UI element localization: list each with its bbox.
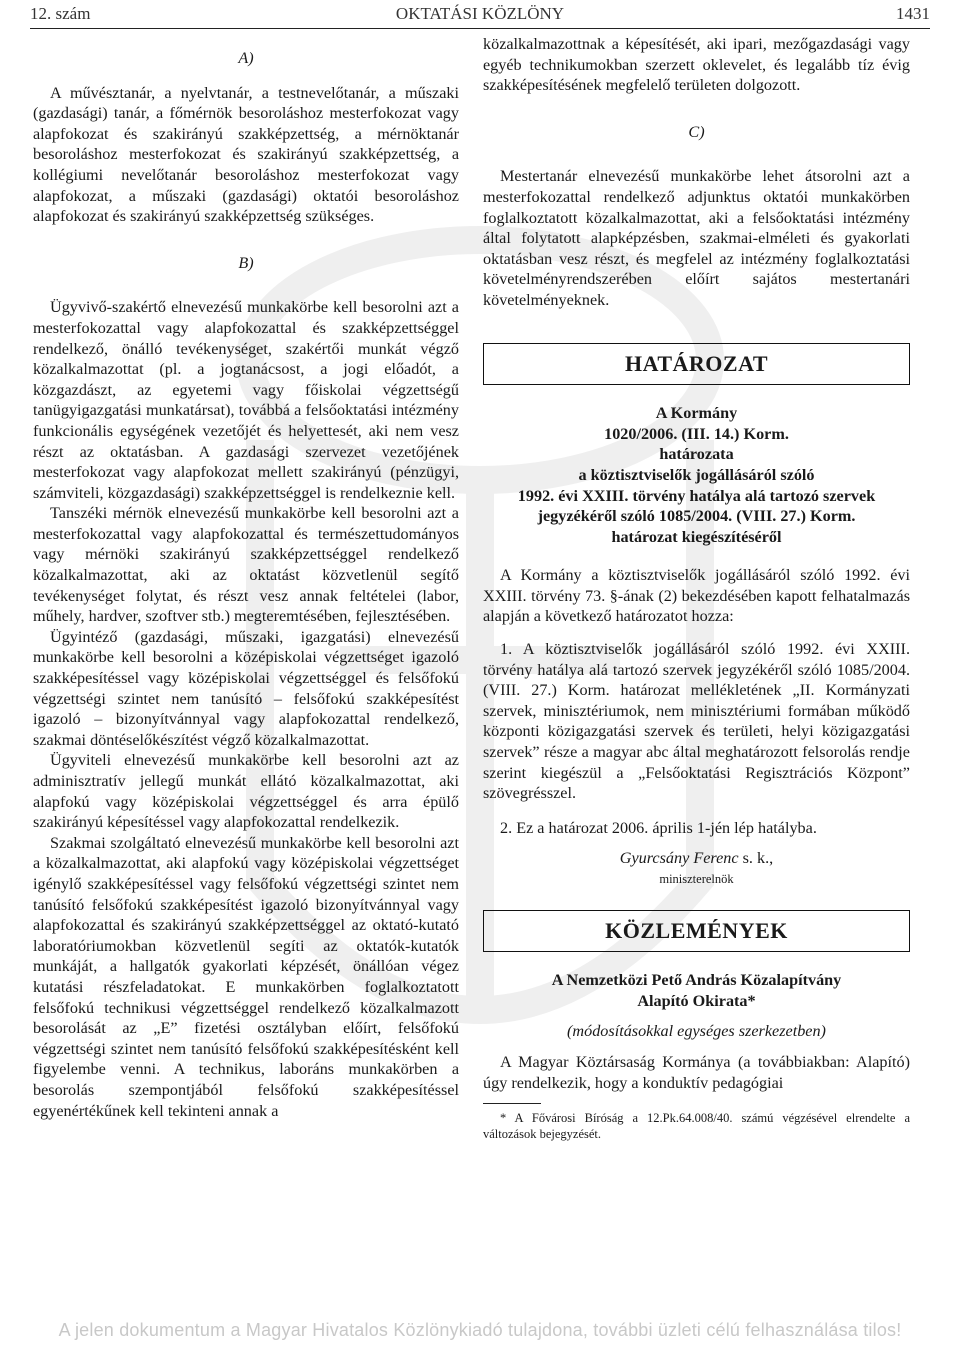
- title-line: 1992. évi XXIII. törvény hatálya alá tartozó szervek: [517, 486, 876, 505]
- footnote: * A Fővárosi Bíróság a 12.Pk.64.008/40. számú végzésével elrendelte a változások bejegyzését.: [483, 1111, 910, 1142]
- publication-title: OKTATÁSI KÖZLÖNY: [395, 4, 565, 23]
- announcement-subtitle: (módosításokkal egységes szerkezetben): [567, 1022, 826, 1041]
- section-heading-c: C): [688, 122, 705, 141]
- paragraph: 2. Ez a határozat 2006. április 1-jén lép hatályba.: [500, 818, 817, 837]
- title-line: a köztisztviselők jogállásáról szóló: [578, 465, 815, 484]
- title-line: A Nemzetközi Pető András Közalapítvány: [551, 971, 842, 990]
- paragraph: Ügyintéző (gazdasági, műszaki, igazgatási) elnevezésű munkakörbe kell besorolni a középiskolai végzettséget igazoló szakképesítéssel vagy középiskolai végzettséggel és felsőfokú végzettségi szintet nem tanúsító – felsőfokú szakképesítést igazoló – bizonyítvánnyal vagy alapfokozattal rendelkező, szakmai döntéselőkészítést végző közalkalmazottat.: [33, 627, 459, 749]
- page-number: 1431: [896, 4, 930, 23]
- right-column: [483, 34, 910, 1142]
- paragraph: A művésztanár, a nyelvtanár, a testnevelőtanár, a műszaki (gazdasági) tanár, a főmérnök besoroláshoz mesterfokozat vagy alapfokozat és szakirányú szakképzettség, a mérnöktanár besoroláshoz mesterfokozat és szakirányú szakképzettség, a kollégiumi nevelőtanár besoroláshoz mesterfokozat vagy alapfokozat, a műszaki (gazdasági) oktatói besoroláshoz alapfokozat és szakirányú szakképzettség szükséges.: [33, 83, 459, 226]
- title-line: határozata: [659, 445, 734, 464]
- signatory-name: Gyurcsány Ferenc: [619, 849, 739, 868]
- paragraph: Tanszéki mérnök elnevezésű munkakörbe kell besorolni azt a mesterfokozattal vagy alapfokozattal és természettudományos vagy mérnöki szakirányú szakképzettséggel rendelkező közalkalmazottat, aki az oktatást közvetlenül segítő tevékenységet folytat, és részt vesz annak feltételei (labor, műhely, hardver, szoftver stb.) megteremtésében, fejlesztésében.: [33, 504, 459, 626]
- paragraph: A Kormány a köztisztviselők jogállásáról szóló 1992. évi XXIII. törvény 73. §-ának (2) bekezdésében kapott felhatalmazás alapján a következő határozatot hozza:: [483, 566, 910, 626]
- signatory-role: miniszterelnök: [659, 872, 734, 886]
- section-heading-a: A): [238, 49, 254, 67]
- paragraph: Szakmai szolgáltató elnevezésű munkakörbe kell besorolni azt a közalkalmazottat, aki alapfokú vagy középiskolai végzettséget igénylő szakképesítéssel vagy felsőfokú végzettségi szintet nem tanúsító felsőfokú szakképesítést igazoló bizonyítvánnyal vagy alapfokozattal és szakirányú szakképzettséggel az oktató-kutató laboratóriumokban közvetlenül segíti az oktatók-kutatók munkáját, a hallgatók gyakorlati képzését, önállóan végez kutatási részfeladatokat. E munkakörben foglalkoztatott felsőfokú technikusi végzettséggel rendelkező közalkalmazott besorolását az „E” fizetési osztályban előírt, felsőfokú végzettségi szintet nem tanúsító felsőfokú szakképesítésként kell figyelembe venni. A technikus, laboráns munkakörben a besorolás szempontjából felsőfokú szakképesítéssel egyenértékűnek kell tekinteni annak a: [33, 833, 459, 1120]
- paragraph: Ügyviteli elnevezésű munkakörbe kell besorolni azt az adminisztratív jellegű munkát ellátó közalkalmazottat, aki alapfokú vagy középiskolai végzettséggel és arra épülő szakirányú képesítéssel vagy alapfokozattal rendelkezik.: [33, 751, 459, 832]
- announcement-title: [483, 970, 910, 1011]
- footnote-divider: [483, 1103, 541, 1104]
- paragraph: Mestertanár elnevezésű munkakörbe lehet átsorolni azt a mesterfokozattal rendelkező adjunktus oktatói munkakörben foglalkoztatott közalkalmazottat, aki a felsőoktatási intézmény által folytatott alapképzésben, szakmai-elméleti és gyakorlati oktatásban vesz részt, és megfelel az intézmény foglalkoztatási követelményrendszerében előírt sajátos mestertanári követelményeknek.: [483, 167, 910, 309]
- signatory-sk: s. k.,: [738, 849, 774, 868]
- paragraph: közalkalmazottnak a képesítését, aki ipari, mezőgazdasági vagy egyéb technikumokban szerzett oklevelet, és legalább tíz évig szakképesítésének megfelelő területen dolgozott.: [483, 35, 910, 95]
- section-heading-b: B): [238, 253, 254, 272]
- issue-number: 12. szám: [30, 4, 91, 23]
- paragraph: A Magyar Köztársaság Kormánya (a továbbiakban: Alapító) úgy rendelkezik, hogy a konduktív pedagógiai: [483, 1052, 910, 1092]
- left-column: [33, 34, 459, 1121]
- paragraph: 1. A köztisztviselők jogállásáról szóló 1992. évi XXIII. törvény hatálya alá tartozó szervek jegyzékéről szóló 1085/2004. (VIII. 27.) Korm. határozat mellékletének „II. Kormányzati szervek, minisztériumok, nem minisztériumi formában működő központi közigazgatási szervek és területi, helyi közigazgatási szervek” része a magyar abc által meghatározott felsorolás rendje szerint kiegészül a „Felsőoktatási Regisztrációs Központ” szövegrésszel.: [483, 640, 910, 803]
- resolution-title: [483, 403, 910, 547]
- signature: [483, 848, 910, 889]
- ownership-watermark: A jelen dokumentum a Magyar Hivatalos Közlönykiadó tulajdona, további üzleti célú felhasználása tilos!: [58, 1320, 902, 1340]
- page-header: [30, 4, 930, 29]
- paragraph: Ügyvivő-szakértő elnevezésű munkakörbe kell besorolni azt a mesterfokozattal vagy alapfokozattal és szakképzettséggel rendelkező, önálló tevékenységet, szakértői munkát végző közalkalmazottat (pl. a jogtanácsost, a jogi előadót, a közgazdászt, az egyetemi vagy főiskolai végzettségű tanügyigazgatási munkatársat), továbbá a felsőoktatási intézmény funkcionális egységének vezetőjét és helyettesét, aki nem vesz részt az oktatásban. A gazdasági szervezet vezetőjének mesterfokozat vagy alapfokozat mellett szakirányú (pénzügyi, számviteli, közgazdasági) szakképzettséggel is rendelkeznie kell.: [33, 298, 459, 502]
- title-line: jegyzékéről szóló 1085/2004. (VIII. 27.) Korm.: [537, 507, 856, 526]
- title-line: 1020/2006. (III. 14.) Korm.: [604, 424, 789, 443]
- title-line: Alapító Okirata*: [637, 991, 756, 1010]
- title-line: határozat kiegészítéséről: [611, 527, 782, 546]
- kozlemenyek-heading: KÖZLEMÉNYEK: [483, 910, 910, 953]
- hatarozat-heading: HATÁROZAT: [483, 343, 910, 386]
- title-line: A Kormány: [655, 404, 738, 423]
